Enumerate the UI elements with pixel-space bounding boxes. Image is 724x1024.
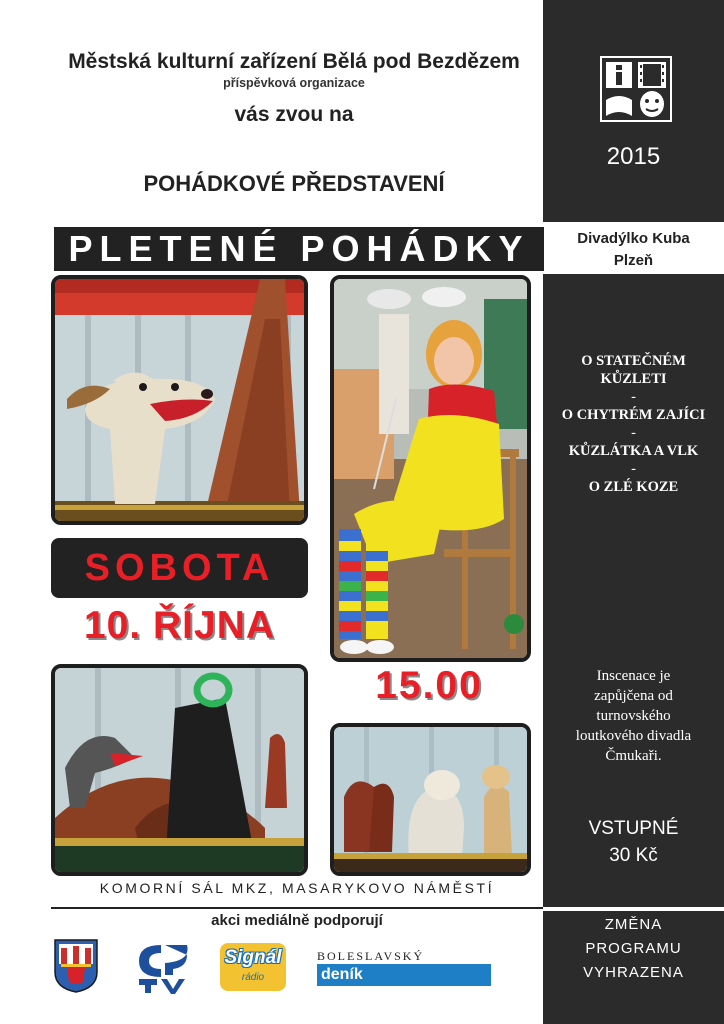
photo-knitting-actress [330, 275, 531, 662]
media-heading: akci mediálně podporují [211, 912, 383, 929]
change-line: PROGRAMU [585, 940, 682, 957]
troupe-name [543, 228, 724, 272]
tv-logo-icon [135, 939, 191, 995]
sidebar-divider [543, 907, 724, 911]
story-separator: - [631, 389, 636, 405]
note-line: Čmukaři. [605, 748, 662, 764]
story-separator: - [631, 461, 636, 477]
radio-logo-box [220, 943, 286, 991]
change-line: ZMĚNA [604, 916, 663, 933]
admission [543, 815, 724, 869]
venue: KOMORNÍ SÁL MKZ, MASARYKOVO NÁMĚSTÍ [99, 880, 495, 896]
note-line: turnovského [596, 708, 671, 724]
story-1-line-2: KŮZLETI [600, 371, 667, 387]
year: 2015 [606, 143, 661, 170]
change-line: VYHRAZENA [583, 964, 684, 981]
town-coat-of-arms-icon [53, 938, 99, 994]
footer-rule [51, 907, 543, 909]
note-line: zapůjčena od [594, 688, 673, 704]
organizer-name: Městská kulturní zařízení Bělá pod Bezdězem [68, 50, 520, 73]
event-day: SOBOTA [51, 538, 308, 598]
info-center-logo-icon [600, 56, 672, 122]
show-title: PLETENÉ POHÁDKY [54, 227, 544, 271]
production-note [543, 666, 724, 766]
story-3: KŮZLÁTKA A VLK [568, 443, 699, 459]
troupe-line-1: Divadýlko Kuba [577, 230, 690, 247]
troupe-city: Plzeň [613, 252, 654, 269]
radio-logo-sub: rádio [241, 972, 265, 983]
note-line: loutkového divadla [575, 728, 692, 744]
story-list [543, 352, 724, 496]
admission-label: VSTUPNÉ [588, 818, 679, 839]
invite-text: vás zvou na [234, 103, 354, 126]
newspaper-logo [317, 949, 491, 989]
photo-hare-puppets [330, 723, 531, 876]
event-date: 10. ŘÍJNA [83, 604, 276, 647]
photo-wolf-puppet [51, 664, 308, 876]
genre-heading: POHÁDKOVÉ PŘEDSTAVENÍ [143, 171, 445, 196]
event-time: 15.00 [375, 664, 483, 707]
story-2: O CHYTRÉM ZAJÍCI [561, 407, 706, 423]
story-1 [543, 352, 724, 388]
photo-goat-puppet [51, 275, 308, 525]
newspaper-name: deník [317, 964, 491, 986]
program-change-notice [543, 913, 724, 985]
radio-logo-name: Signál [224, 947, 282, 968]
story-4: O ZLÉ KOZE [588, 479, 679, 495]
story-separator: - [631, 425, 636, 441]
story-1-line-1: O STATEČNÉM [581, 353, 686, 369]
admission-price: 30 Kč [609, 845, 658, 866]
newspaper-region: BOLESLAVSKÝ [317, 949, 425, 963]
radio-signal-logo [220, 943, 286, 991]
organizer-type: příspěvková organizace [223, 76, 365, 90]
note-line: Inscenace je [596, 668, 671, 684]
